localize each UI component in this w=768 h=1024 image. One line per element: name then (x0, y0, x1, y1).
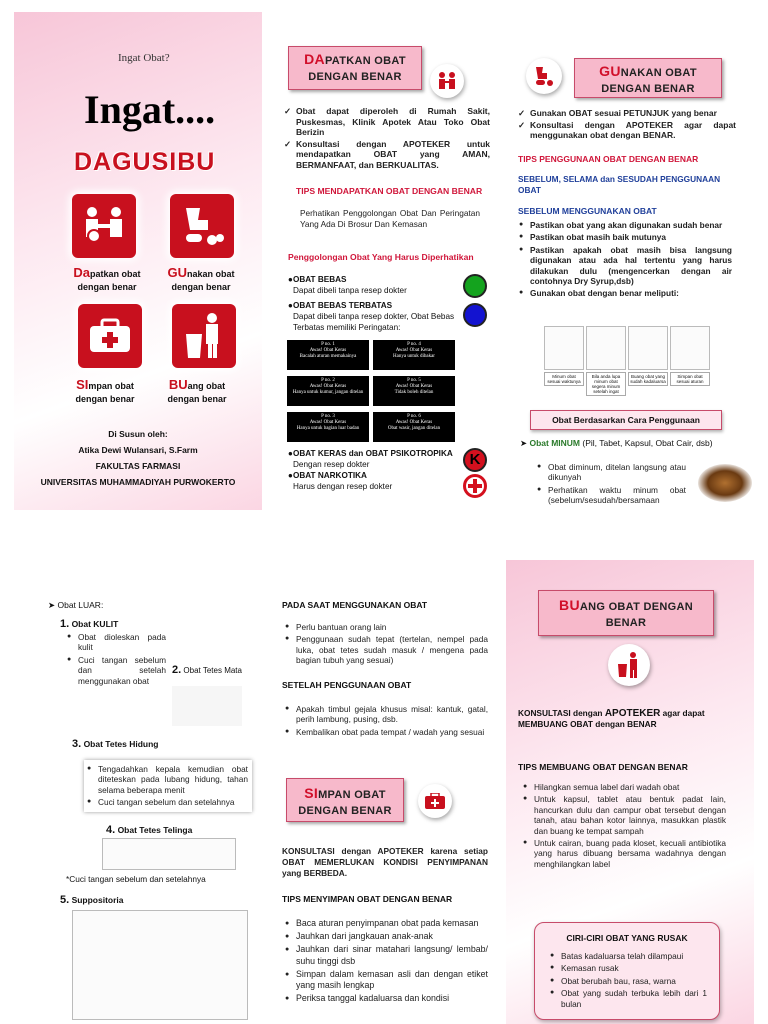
panel-cover (14, 12, 262, 510)
warning-label: P no. 1 Awas! Obat Keras Bacalah aturan memakainya (286, 339, 370, 371)
list-item: ● Jauhkan dari sinar matahari langsung/ lembab/ suhu tinggi dsb (284, 944, 488, 966)
oral-medicine-heading: ➤ Obat MINUM (Pil, Tabet, Kapsul, Obat Cair, dsb) (520, 438, 713, 448)
dapatkan-checklist (284, 106, 490, 171)
class-keras-desc: Dengan resep dokter (293, 460, 370, 469)
damaged-medicine-box (534, 922, 720, 1020)
after-use-title: SETELAH PENGGUNAAN OBAT (282, 680, 412, 690)
after-use-list (284, 704, 488, 739)
dispose-medicine-icon (608, 644, 650, 686)
classification-title: Penggolongan Obat Yang Harus Diperhatikan (288, 252, 474, 262)
forgot-dose-illustration (586, 326, 626, 370)
oral-medicine-list (536, 462, 686, 508)
skin-medicine-list (66, 632, 166, 688)
dispose-tips-title: TIPS MEMBUANG OBAT DENGAN BENAR (518, 762, 688, 772)
ear-drops-heading: 4. Obat Tetes Telinga (106, 824, 193, 836)
list-item: ● Cuci tangan sebelum dan setelahnya (86, 797, 248, 807)
ear-drops-illustration (102, 838, 236, 870)
storage-illustration (670, 326, 710, 370)
panel-dapatkan (270, 12, 498, 510)
illustration-caption: Simpan obat sesuai aturan (670, 372, 710, 386)
list-item: ● Simpan dalam kemasan asli dan dengan etiket yang masih lengkap (284, 969, 488, 991)
list-item: ● Obat dioleskan pada kulit (66, 632, 166, 653)
brand-title: DAGUSIBU (74, 148, 216, 176)
list-item: ● Obat berubah bau, rasa, warna (549, 976, 707, 986)
list-item: ● Gunakan obat dengan benar meliputi: (518, 288, 732, 298)
before-use-title: SEBELUM MENGGUNAKAN OBAT (518, 206, 657, 216)
damaged-medicine-title: CIRI-CIRI OBAT YANG RUSAK (566, 933, 688, 943)
usage-subtitle: SEBELUM, SELAMA dan SESUDAH PENGGUNAAN OBAT (518, 174, 721, 195)
external-medicine-title: ➤ Obat LUAR: (48, 600, 104, 610)
item-buang: BUang obat dengan benar (167, 377, 227, 404)
check-item: ✓ Konsultasi dengan APOTEKER agar dapat menggunakan obat dengan BENAR. (518, 120, 736, 141)
panel-obat-luar (14, 560, 262, 1024)
list-item: ● Baca aturan penyimpanan obat pada kemasan (284, 918, 488, 929)
during-use-list (284, 622, 488, 668)
dispose-medicine-icon (172, 304, 236, 368)
during-use-title: PADA SAAT MENGGUNAKAN OBAT (282, 600, 428, 610)
list-item: ● Kembalikan obat pada tempat / wadah yang sesuai (284, 727, 488, 737)
class-narkotika-desc: Harus dengan resep dokter (293, 482, 393, 491)
warning-label: P no. 4 Awas! Obat Keras Hanya untuk dibakar (372, 339, 456, 371)
check-item: ✓ Obat dapat diperoleh di Rumah Sakit, Puskesmas, Klinik Apotek Atau Toko Obat Berizin (284, 106, 490, 138)
list-item: ● Perlu bantuan orang lain (284, 622, 488, 632)
usage-tips-title: TIPS PENGGUNAAN OBAT DENGAN BENAR (518, 154, 699, 164)
use-medicine-icon (170, 194, 234, 258)
list-item: ● Tengadahkan kepala kemudian obat diteteskan pada lubang hidung, tahan selama beberapa menit (86, 764, 248, 795)
class-keras-label: OBAT KERAS dan OBAT PSIKOTROPIKA (292, 449, 453, 458)
store-medicine-icon (418, 784, 452, 818)
list-item: ● Apakah timbul gejala khusus misal: kantuk, gatal, perih lambung, pusing, dsb. (284, 704, 488, 725)
dispose-consult-text: KONSULTASI dengan APOTEKER agar dapat MEMBUANG OBAT dengan BENAR (518, 708, 705, 729)
panel-simpan (270, 560, 498, 1024)
dispose-tips-list (522, 782, 726, 871)
section-header-buang: BUANG OBAT DENGAN BENAR (538, 590, 714, 636)
class-terbatas-desc: Dapat dibeli tanpa resep dokter, Obat Bebas Terbatas memiliki Peringatan: (293, 312, 455, 332)
class-keras: ●OBAT KERAS dan OBAT PSIKOTROPIKA Dengan resep dokter ●OBAT NARKOTIKA Harus dengan resep dokter (288, 448, 464, 492)
headline: Ingat.... (84, 87, 216, 132)
credit-label: Di Susun oleh: (108, 429, 168, 439)
credit-faculty: FAKULTAS FARMASI (95, 461, 181, 471)
store-medicine-icon (78, 304, 142, 368)
skin-medicine-heading: 1. Obat KULIT (60, 618, 119, 630)
suppository-heading: 5. Suppositoria (60, 894, 124, 906)
use-medicine-icon (526, 58, 562, 94)
suppository-illustration (72, 910, 248, 1020)
list-item: ● Perhatikan waktu minum obat (sebelum/sesudah/bersamaan (536, 485, 686, 506)
item-simpan: SImpan obat dengan benar (75, 377, 135, 404)
illustration-caption: Bila anda lupa minum obat segera minum setelah ingat (586, 372, 626, 396)
ear-drops-note: *Cuci tangan sebelum dan setelahnya (66, 874, 206, 884)
credits (14, 426, 262, 490)
storage-consult-text: KONSULTASI dengan APOTEKER karena setiap OBAT MEMERLUKAN KONDISI PENYIMPANAN yang BERBEDA. (282, 846, 488, 878)
class-bebas: ●OBAT BEBAS Dapat dibeli tanpa resep dokter (288, 274, 468, 296)
class-terbatas-label: OBAT BEBAS TERBATAS (292, 301, 393, 310)
free-medicine-green-circle-icon (463, 274, 487, 298)
panel-gunakan (506, 12, 754, 510)
warning-label: P no. 5 Awas! Obat Keras Tidak boleh ditelan (372, 375, 456, 407)
before-use-list (518, 220, 732, 301)
list-item: ● Batas kadaluarsa telah dilampaui (549, 951, 707, 961)
check-item: ✓ Konsultasi dengan APOTEKER untuk mendapatkan OBAT yang AMAN, BERMANFAAT, dan BERKUALITAS. (284, 139, 490, 171)
list-item: ● Penggunaan sudah tepat (tertelan, nempel pada luka, obat tetes sudah masuk / mengena pada bagian tubuh yang sesuai) (284, 634, 488, 665)
credit-university: UNIVERSITAS MUHAMMADIYAH PURWOKERTO (40, 477, 236, 487)
hard-drug-k-icon: K (463, 448, 487, 472)
limited-medicine-blue-circle-icon (463, 303, 487, 327)
damaged-medicine-list (549, 951, 707, 1009)
list-item: ● Obat diminum, ditelan langsung atau dikunyah (536, 462, 686, 483)
list-item: ● Untuk cairan, buang pada kloset, kecuali antibiotika yang harus dibuang bersama wadahnya dengan menghilangkan label (522, 838, 726, 869)
warning-label: P no. 2 Awas! Obat Keras Hanya untuk kumur, jangan ditelan (286, 375, 370, 407)
eye-drops-heading: 2. Obat Tetes Mata (172, 664, 242, 676)
storage-tips-list (284, 918, 488, 1006)
storage-tips-title: TIPS MENYIMPAN OBAT DENGAN BENAR (282, 894, 453, 904)
expired-illustration (628, 326, 668, 370)
section-header-dapatkan: DAPATKAN OBAT DENGAN BENAR (288, 46, 422, 90)
nose-drops-list (84, 760, 252, 812)
list-item: ● Hilangkan semua label dari wadah obat (522, 782, 726, 792)
nose-drops-heading: 3. Obat Tetes Hidung (72, 738, 159, 750)
section-header-simpan: SIMPAN OBAT DENGAN BENAR (286, 778, 404, 822)
list-item: ● Kemasan rusak (549, 963, 707, 973)
gunakan-checklist (518, 108, 736, 142)
panel-buang (506, 560, 754, 1024)
list-item: ● Pastikan obat masih baik mutunya (518, 232, 732, 242)
kicker: Ingat Obat? (118, 52, 170, 64)
list-item: ● Pastikan apakah obat masih bisa langsung digunakan atau ada hal tertentu yang harus dilakukan dulu (mengencerkan dengan air contohnya Dry Syrup,dsb) (518, 245, 732, 287)
class-terbatas: ●OBAT BEBAS TERBATAS Dapat dibeli tanpa resep dokter, Obat Bebas Terbatas memiliki Peringatan: (288, 300, 460, 333)
list-item: ● Obat yang sudah terbuka lebih dari 1 bulan (549, 988, 707, 1009)
list-item: ● Untuk kapsul, tablet atau bentuk padat lain, hancurkan dulu dan campur obat tersebut dengan tanah, atau bahan kotor lainnya, masukkan plastik dan buang ke tempat sampah (522, 794, 726, 836)
section-header-gunakan: GUNAKAN OBAT DENGAN BENAR (574, 58, 722, 98)
take-on-time-illustration (544, 326, 584, 370)
list-item: ● Pastikan obat yang akan digunakan sudah benar (518, 220, 732, 230)
warning-label: P no. 6 Awas! Obat Keras Obat wasir, jangan ditelan (372, 411, 456, 443)
get-medicine-icon (72, 194, 136, 258)
illustration-caption: Buang obat yang sudah kadaluarsa (628, 372, 668, 386)
check-item: ✓ Gunakan OBAT sesuai PETUNJUK yang benar (518, 108, 736, 119)
list-item: ● Periksa tanggal kadaluarsa dan kondisi (284, 993, 488, 1004)
credit-author: Atika Dewi Wulansari, S.Farm (78, 445, 198, 455)
tips-text: Perhatikan Penggolongan Obat Dan Peringatan Yang Ada Di Brosur Dan Kemasan (300, 208, 480, 229)
warning-label: P no. 3 Awas! Obat Keras Hanya untuk bagian luar badan (286, 411, 370, 443)
tips-title: TIPS MENDAPATKAN OBAT DENGAN BENAR (296, 186, 483, 196)
illustration-caption: Minum obat sesuai waktunya (544, 372, 584, 386)
class-bebas-label: OBAT BEBAS (292, 275, 347, 284)
eye-drops-illustration (172, 686, 242, 726)
get-medicine-icon (430, 64, 464, 98)
list-item: ● Jauhkan dari jangkauan anak-anak (284, 931, 488, 942)
class-narkotika-label: OBAT NARKOTIKA (292, 471, 367, 480)
list-item: ● Cuci tangan sebelum dan setelah menggunakan obat (66, 655, 166, 686)
usage-method-box: Obat Berdasarkan Cara Penggunaan (530, 410, 722, 430)
class-bebas-desc: Dapat dibeli tanpa resep dokter (293, 286, 407, 295)
pills-photo (698, 464, 752, 502)
item-dapatkan: Dapatkan obat dengan benar (73, 265, 141, 292)
narcotic-cross-icon (463, 474, 487, 498)
item-gunakan: GUnakan obat dengan benar (167, 265, 235, 292)
